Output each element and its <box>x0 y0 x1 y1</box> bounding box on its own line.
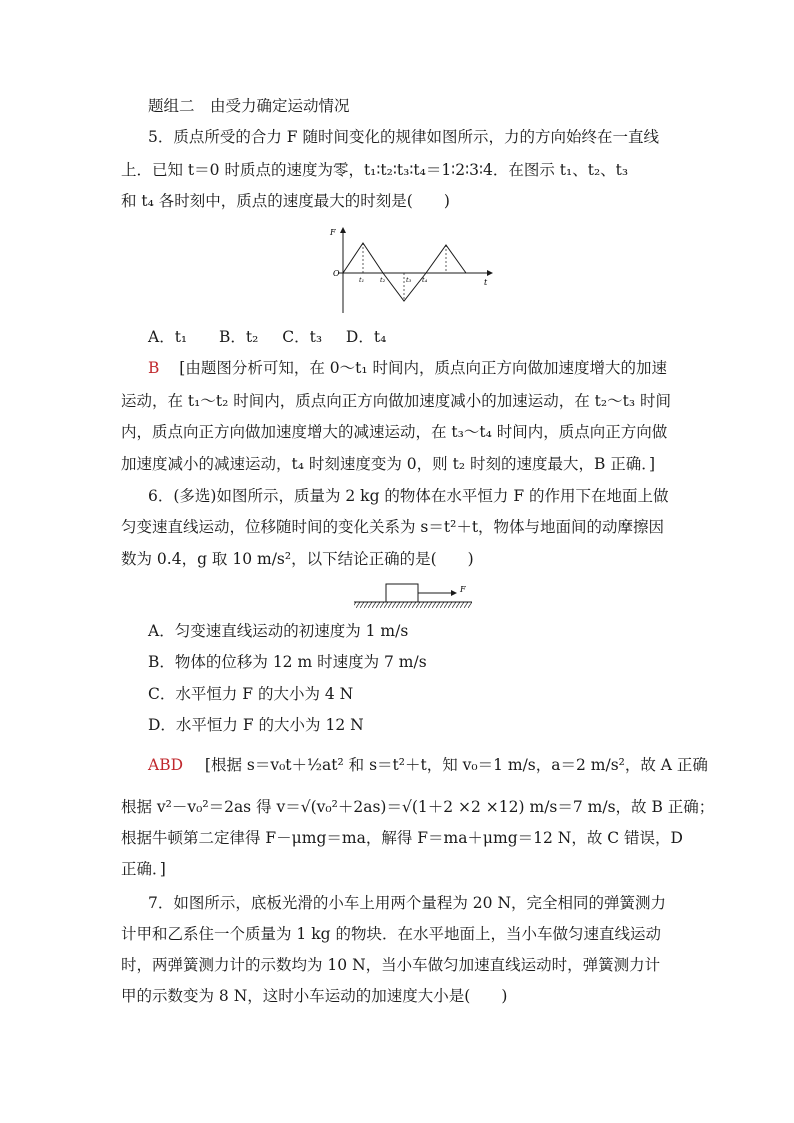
q5-option-d: D．t₄ <box>345 328 387 346</box>
q5-option-c: C．t₃ <box>282 328 323 346</box>
q6-option-d: D．水平恒力 F 的大小为 12 N <box>148 716 364 734</box>
q6-option-a: A．匀变速直线运动的初速度为 1 m/s <box>148 622 409 640</box>
origin-label: O <box>333 269 340 278</box>
q5-explanation-line-1 <box>148 358 667 378</box>
q7-line-3: 时，两弹簧测力计的示数均为 10 N，当小车做匀加速直线运动时，弹簧测力计 <box>121 956 661 974</box>
y-axis-label: F <box>330 228 336 237</box>
x-axis-label: t <box>484 278 488 287</box>
q6-explanation-line-2: 根据 v²－v₀²＝2as 得 v＝√(v₀²＋2as)＝√(1＋2 ×2 ×12) m/s＝7 m/s，故 B 正确； <box>121 798 715 816</box>
q6-option-b: B．物体的位移为 12 m 时速度为 7 m/s <box>148 653 427 671</box>
q5-option-b: B．t₂ <box>219 328 259 346</box>
q6-answer-key: ABD <box>148 756 184 774</box>
q5-line-3: 和 t₄ 各时刻中，质点的速度最大的时刻是( ) <box>121 192 450 210</box>
tick-t4: t₄ <box>422 276 428 284</box>
block <box>386 584 418 602</box>
tick-t1: t₁ <box>359 276 365 284</box>
q5-line-2: 上．已知 t＝0 时质点的速度为零，t₁∶t₂∶t₃∶t₄＝1∶2∶3∶4．在图示 t₁、t₂、t₃ <box>121 161 629 179</box>
q6-line-3: 数为 0.4，g 取 10 m/s²，以下结论正确的是( ) <box>121 550 474 568</box>
q5-explanation-text-1: [由题图分析可知，在 0～t₁ 时间内，质点向正方向做加速度增大的加速 <box>179 359 667 377</box>
force-curve <box>343 243 466 301</box>
q5-answer-key: B <box>148 359 160 377</box>
ground-hatch <box>354 602 472 608</box>
q6-explanation-line-4: 正确．] <box>121 860 166 878</box>
q5-options <box>148 327 386 347</box>
force-time-graph <box>326 225 496 317</box>
q6-option-c: C．水平恒力 F 的大小为 4 N <box>148 685 354 703</box>
q5-explanation-line-2: 运动，在 t₁～t₂ 时间内，质点向正方向做加速度减小的加速运动，在 t₂～t₃ 时间 <box>121 392 671 410</box>
q5-explanation-line-4: 加速度减小的减速运动，t₄ 时刻速度变为 0，则 t₂ 时刻的速度最大，B 正确．] <box>121 455 656 473</box>
q5-explanation-line-3: 内，质点向正方向做加速度增大的减速运动，在 t₃～t₄ 时间内，质点向正方向做 <box>121 423 668 441</box>
q7-line-1: 7．如图所示，底板光滑的小车上用两个量程为 20 N，完全相同的弹簧测力 <box>148 894 667 912</box>
q6-explanation-line-1 <box>148 755 708 775</box>
tick-t3: t₃ <box>406 276 412 284</box>
q6-line-1: 6．(多选)如图所示，质量为 2 kg 的物体在水平恒力 F 的作用下在地面上做 <box>148 487 669 505</box>
q6-explanation-text-1: [根据 s＝v₀t＋½at² 和 s＝t²＋t，知 v₀＝1 m/s，a＝2 m/s²，故 A 正确 <box>204 756 708 774</box>
q7-line-2: 计甲和乙系住一个质量为 1 kg 的物块．在水平地面上，当小车做匀速直线运动 <box>121 925 661 943</box>
q5-option-a: A．t₁ <box>148 328 188 346</box>
q6-line-2: 匀变速直线运动，位移随时间的变化关系为 s＝t²＋t，物体与地面间的动摩擦因 <box>121 518 665 536</box>
tick-t2: t₂ <box>380 276 386 284</box>
q5-line-1: 5．质点所受的合力 F 随时间变化的规律如图所示，力的方向始终在一直线 <box>148 128 659 146</box>
q6-explanation-line-3: 根据牛顿第二定律得 F－μmg＝ma，解得 F＝ma＋μmg＝12 N，故 C 错误，D <box>121 829 683 847</box>
q7-line-4: 甲的示数变为 8 N，这时小车运动的加速度大小是( ) <box>121 987 508 1005</box>
block-force-figure <box>352 578 476 610</box>
section-title: 题组二 由受力确定运动情况 <box>148 97 350 115</box>
force-label: F <box>460 585 466 594</box>
